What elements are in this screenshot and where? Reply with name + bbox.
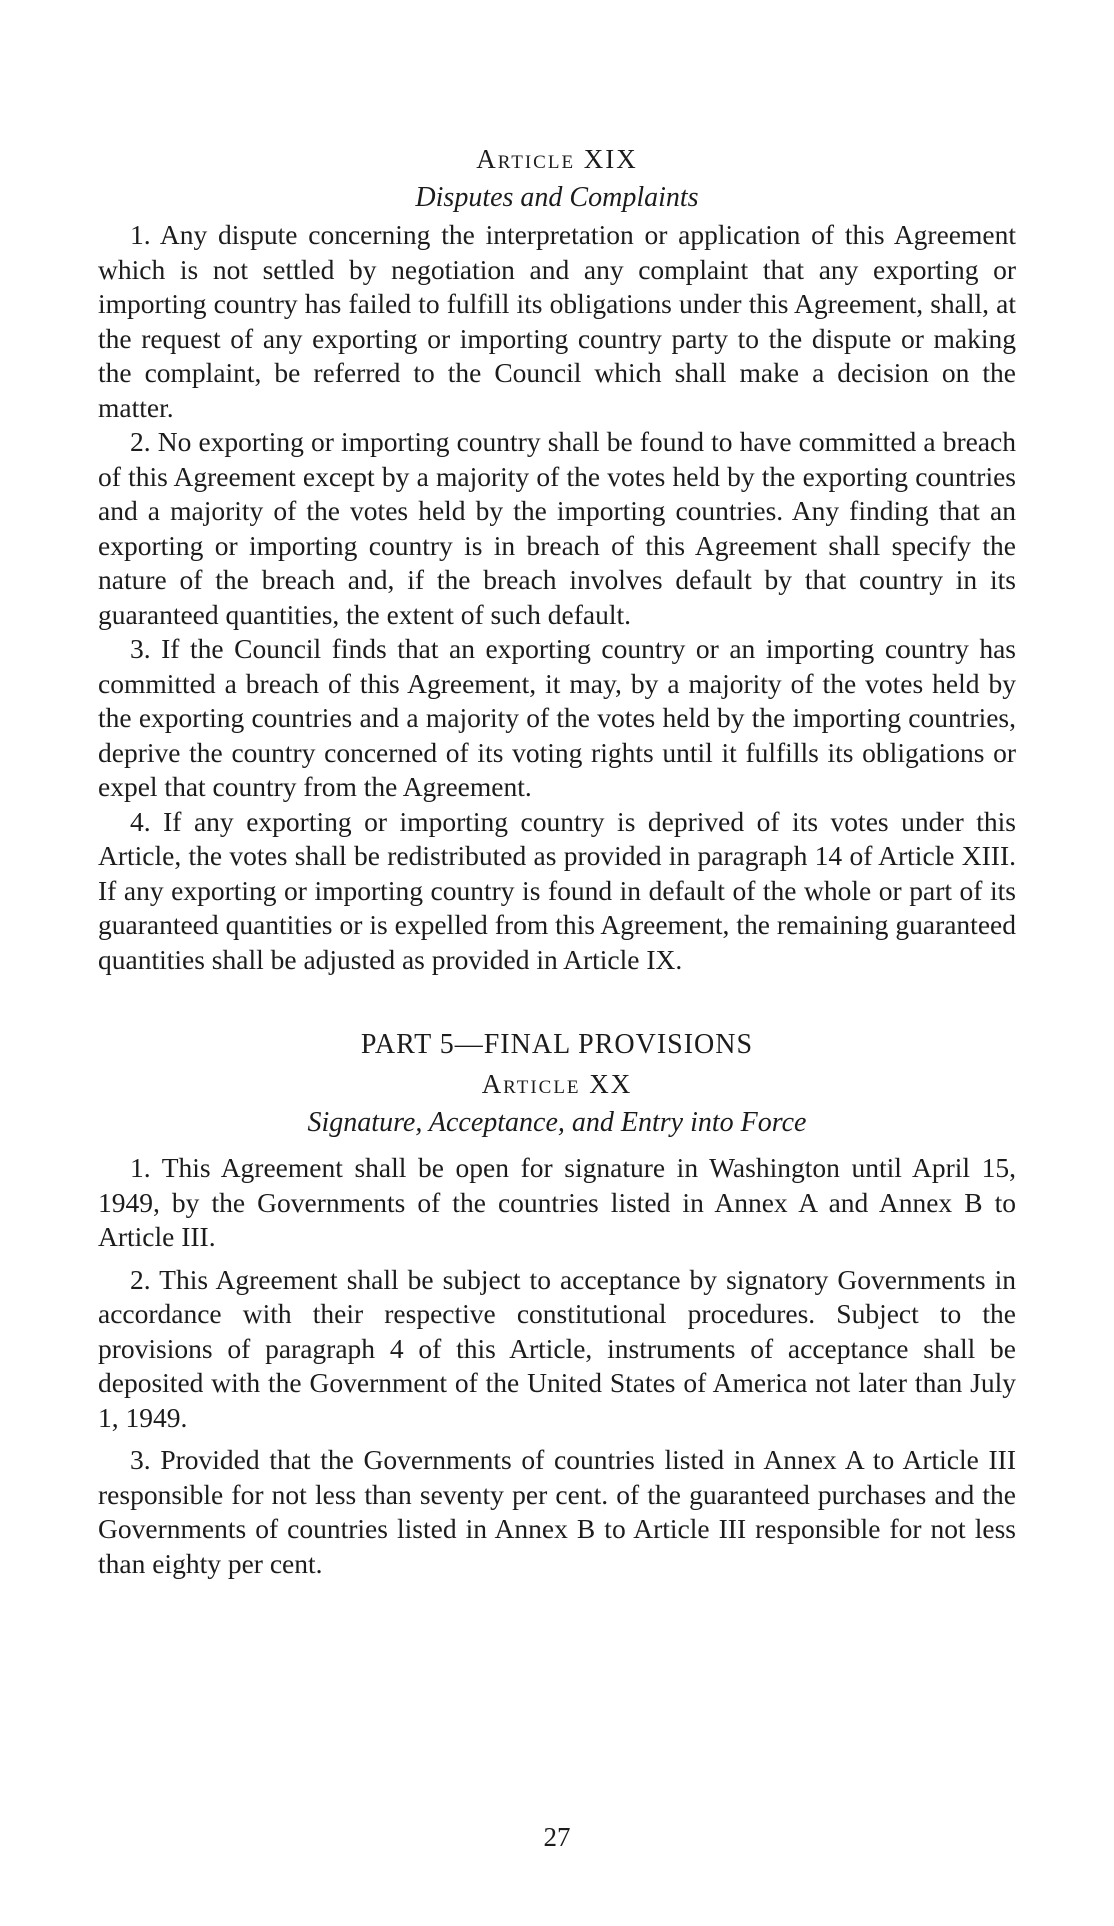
paragraph-spacer <box>98 1435 1016 1443</box>
article-xx-paragraph-2: 2. This Agreement shall be subject to acceptance by signatory Governments in accordance with their respective constitutional procedures. Subject to the provisions of paragraph 4 of this Article, instruments of acceptance shall be deposited with the Government of the United States of America not later than July 1, 1949. <box>98 1263 1016 1433</box>
article-xix-paragraph-3: 3. If the Council finds that an exporting country or an importing country has committed a breach of this Agreement, it may, by a majority of the votes held by the exporting countries and a majority of the votes held by the importing countries, deprive the country concerned of its voting rights until it fulfills its obligations or expel that country from the Agreement. <box>98 633 1016 802</box>
document-page <box>98 140 1016 1581</box>
article-xx-subtitle: Signature, Acceptance, and Entry into Force <box>307 1107 807 1138</box>
article-xx-paragraph-1: 1. This Agreement shall be open for signature in Washington until April 15, 1949, by the Governments of the countries listed in Annex A and Annex B to Article III. <box>98 1152 1016 1252</box>
part-5-title: PART 5—FINAL PROVISIONS <box>360 1029 754 1060</box>
section-spacer <box>98 977 1016 1025</box>
article-xix-paragraph-2: 2. No exporting or importing country shall be found to have committed a breach of this Agreement except by a majority of the votes held by the exporting countries and a majority of the votes held by the importing countries. Any finding that an exporting or importing country is in breach of this Agreement shall specify the nature of the breach and, if the breach involves default by that country in its guaranteed quantities, the extent of such default. <box>98 426 1016 630</box>
subtitle-spacer <box>98 1143 1016 1151</box>
page-number: 27 <box>543 1822 571 1852</box>
paragraph-spacer <box>98 1255 1016 1263</box>
article-xx-heading: Article XX <box>481 1069 633 1099</box>
article-xix-paragraph-4: 4. If any exporting or importing country is deprived of its votes under this Article, the votes shall be redistributed as provided in paragraph 14 of Article XIII. If any exporting or importing country is found in default of the whole or part of its guaranteed quantities or is expelled from this Agreement, the remaining guaranteed quantities shall be adjusted as provided in Article IX. <box>98 805 1016 975</box>
article-xix-paragraph-1: 1. Any dispute concerning the interpretation or application of this Agreement which is not settled by negotiation and any complaint that any exporting or importing country has failed to fulfill its obligations under this Agreement, shall, at the request of any exporting or importing country party to the dispute or making the complaint, be referred to the Council which shall make a decision on the matter. <box>98 219 1016 423</box>
article-xix-subtitle: Disputes and Complaints <box>415 182 699 213</box>
article-xix-heading: Article XIX <box>476 144 638 174</box>
article-xx-paragraph-3: 3. Provided that the Governments of countries listed in Annex A to Article III responsible for not less than seventy per cent. of the guaranteed purchases and the Governments of countries listed in Annex B to Article III responsible for not less than eighty per cent. <box>98 1444 1016 1579</box>
